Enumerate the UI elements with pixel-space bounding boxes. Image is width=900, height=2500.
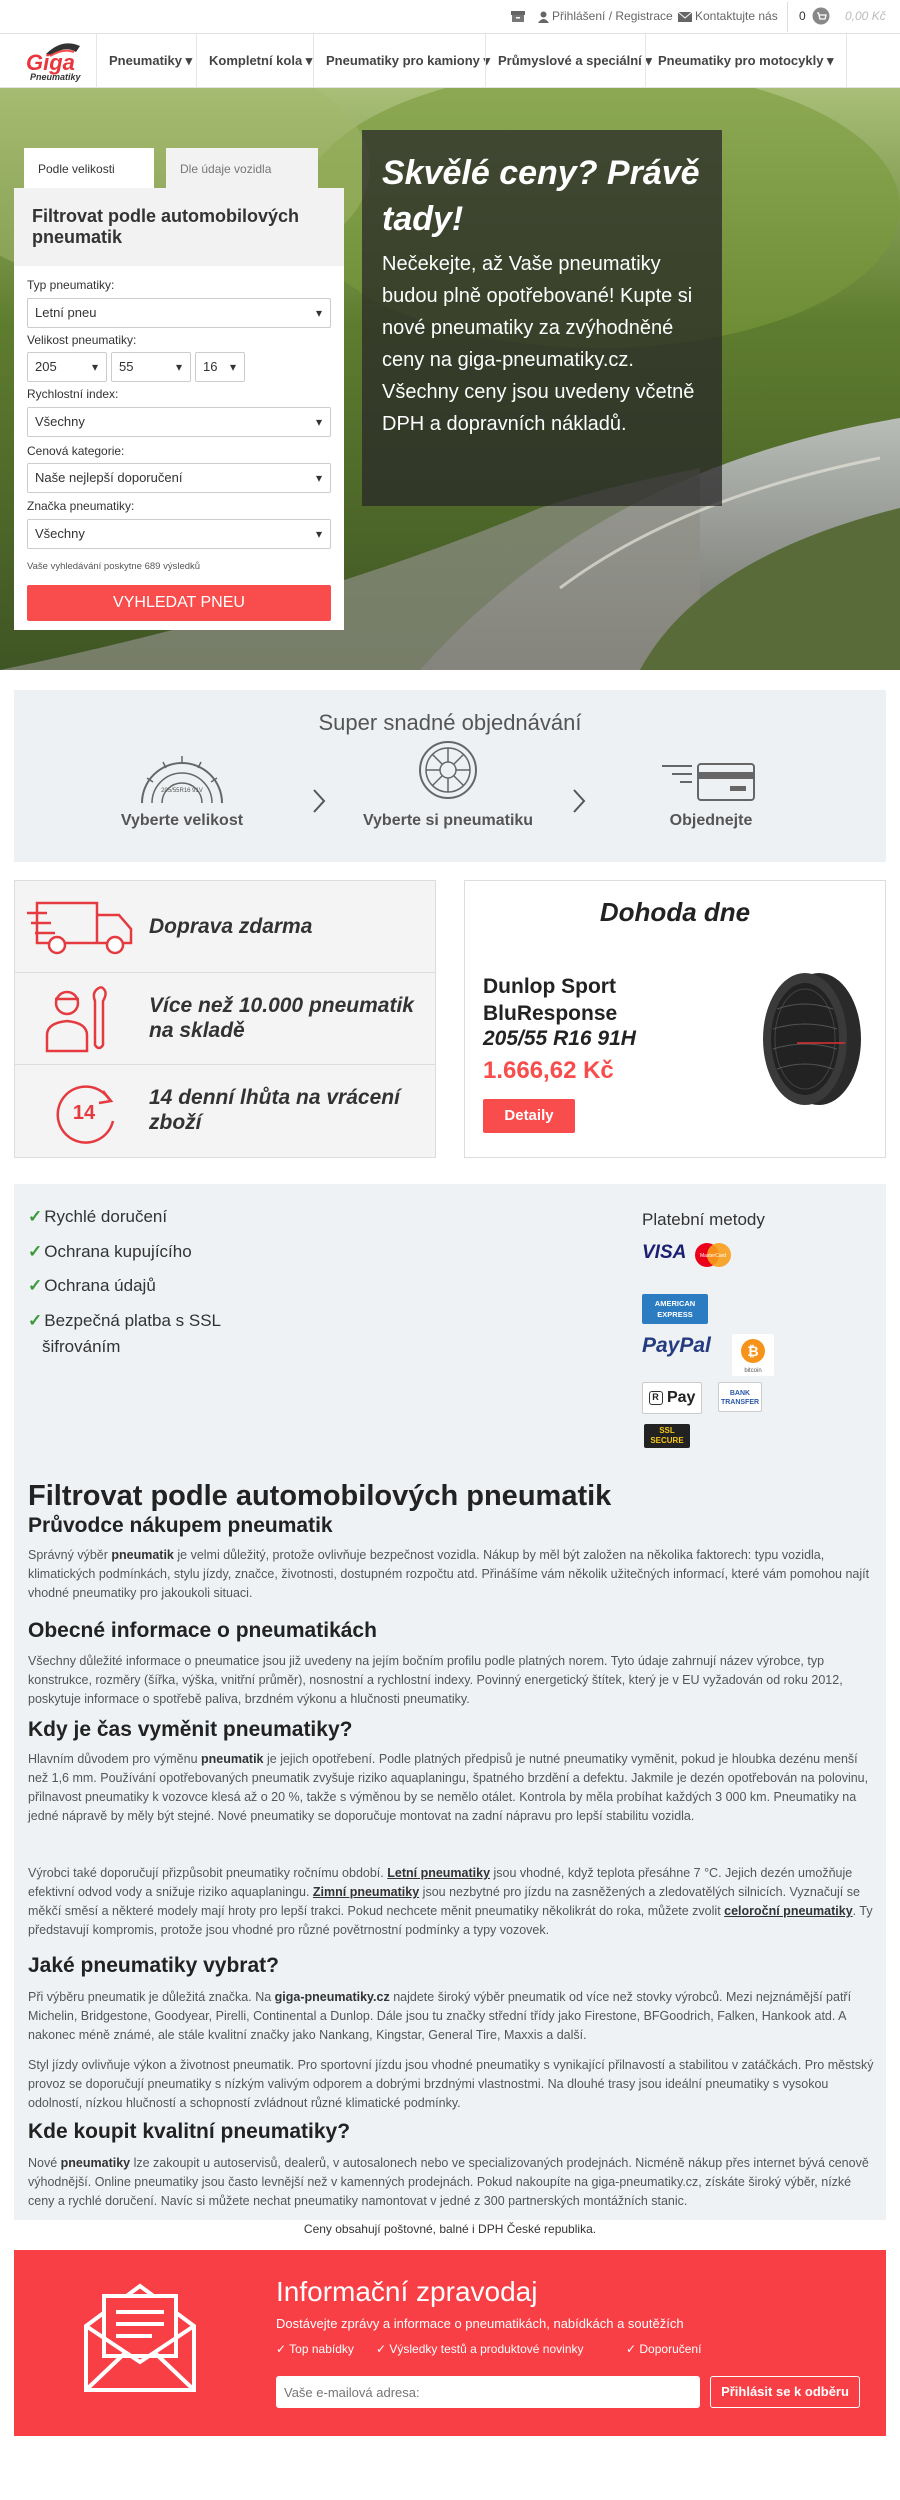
newsletter-envelope-icon [80, 2276, 200, 2396]
paragraph-intro: Správný výběr pneumatik je velmi důležitý, protože ovlivňuje bezpečnost vozidla. Nákup by měl být založen na několika faktorech: typu vozidla, klimatických podmínkách, stylu jízdy, značce, životnosti, dostupném rozpočtu atd. Přinášíme vám několik užitečných informací, které vám pomohou najít vhodné pneumatiky pro jakoukoli situaci. [28, 1548, 870, 1600]
heading-general: Obecné informace o pneumatikách [28, 1619, 377, 1642]
rim-select[interactable]: 16 ▾ [195, 352, 245, 382]
step-choose-tire: Vyberte si pneumatiku [362, 812, 534, 829]
type-label: Typ pneumatiky: [27, 278, 115, 292]
benefits-box [14, 880, 436, 1158]
visa-logo: VISA [642, 1242, 687, 1263]
check-buyer-protection: ✓ Ochrana kupujícího [28, 1242, 192, 1261]
brand-select[interactable]: Všechny ▾ [27, 519, 331, 549]
cart-total: 0,00 Kč [845, 9, 886, 23]
step-order: Objednejte [669, 812, 753, 829]
top-bar [0, 0, 900, 34]
chevron-right-icon [572, 788, 586, 814]
price-note: Ceny obsahují poštovné, balné i DPH České republika. [303, 2222, 597, 2236]
mastercard-logo [692, 1242, 734, 1268]
perk-top-offers: ✓ Top nabídky [276, 2342, 354, 2356]
paragraph-when: Hlavním důvodem pro výměnu pneumatik je jejich opotřebení. Podle platných předpisů je nutné pneumatiky vyměnit, pokud je hloubka dezénu menší než 1,6 mm. Používání opotřebovaných pneumatik zvyšuje riziko aquaplaningu, špatného brzdění a defektu. Jakmile je dezén opotřebován na polovinu, přilnavost pneumatiky k vozovce klesá až o 20 %, takže s výměnou by se nemělo otálet. Kontrola by měla probíhat každých 3 000 km. Pneumatiky na jedné nápravě by měly být stejné. Nové pneumatiky se doporučuje montovat na zadní nápravu pro lepší stabilitu vozidla. [28, 1752, 869, 1823]
step-select-size: Vyberte velikost [120, 812, 244, 829]
promo-title: Skvělé ceny? Právě tady! [382, 154, 700, 238]
paragraph-general: Všechny důležité informace o pneumatice jsou již uvedeny na jejím bočním profilu podle platných norem. Tyto údaje zahrnují název výrobce, typ konstrukce, rozměry (šířka, výška, vnitřní průměr), nosnostní a rychlostní indexy. Povinný energetický štítek, který je v EU vyžadován od roku 2012, poskytuje informace o spotřebě paliva, brzdném výkonu a hlučnosti pneumatiky. [28, 1654, 843, 1706]
svg-text:bitcoin: bitcoin [744, 1368, 762, 1374]
envelope-icon [678, 12, 692, 22]
logo[interactable]: Giga Pneumatiky [24, 36, 86, 86]
results-count: Vaše vyhledávání poskytne 689 výsledků [27, 561, 201, 572]
deal-details-button[interactable]: Detaily [483, 1099, 575, 1133]
tab-by-size[interactable]: Podle velikosti [24, 148, 154, 188]
brand-label: Značka pneumatiky: [27, 499, 135, 513]
promo-text: Nečekejte, až Vaše pneumatiky budou plně opotřebované! Kupte si nové pneumatiky za zvýhodněné ceny na giga-pneumatiky.cz. Všechny ceny jsou uvedeny včetně DPH a dopravních nákladů. [382, 253, 695, 435]
check-fast-delivery: ✓ Rychlé doručení [28, 1207, 168, 1226]
nav-item-complete-wheels[interactable]: Kompletní kola ▾ [196, 34, 312, 88]
perk-recommendations: ✓ Doporučení [626, 2342, 702, 2356]
tire-filter-form [14, 188, 344, 630]
chevron-right-icon [312, 788, 326, 814]
heading-which: Jaké pneumatiky vybrat? [28, 1954, 279, 1977]
newsletter-title: Informační zpravodaj [276, 2276, 538, 2307]
credit-card-icon [660, 760, 760, 804]
tire-code-text: 205/55R16 91V [161, 788, 203, 794]
nav-item-truck-tires[interactable]: Pneumatiky pro kamiony ▾ [313, 34, 490, 88]
cart-count: 0 [799, 9, 806, 23]
benefit-stock: Více než 10.000 pneumatik na skladě [15, 973, 435, 1065]
heading-where: Kde koupit kvalitní pneumatiky? [28, 2120, 351, 2143]
newsletter-subtitle: Dostávejte zprávy a informace o pneumatikách, nabídkách a soutěžích [276, 2316, 684, 2331]
google-pay-logo: R Pay [642, 1382, 702, 1414]
bitcoin-logo [732, 1334, 774, 1376]
login-link[interactable]: Přihlášení / Registrace [538, 9, 673, 23]
amex-logo: AMERICAN EXPRESS [642, 1294, 708, 1324]
tire-product-image[interactable] [757, 969, 865, 1109]
mechanic-icon [45, 983, 117, 1055]
archive-icon[interactable] [510, 9, 529, 23]
main-nav [0, 34, 900, 88]
paragraph-brands: Při výběru pneumatik je důležitá značka. Na giga-pneumatiky.cz najdete široký výběr pneumatik od více než stovky výrobců. Mezi nejznámější patří Michelin, Bridgestone, Goodyear, Pirelli, Continental a Dunlop. Dále jsou tu značky střední třídy jako Firestone, BFGoodrich, Falken, Hankook atd. A nakonec méně známé, ale stále kvalitní značky jako Nankang, Kingstar, General Tire, Maxxis a další. [28, 1990, 852, 2042]
tire-icon [418, 740, 478, 800]
paragraph-where: Nové pneumatiky lze zakoupit u autoservisů, dealerů, v autosalonech nebo ve specializovaných prodejnách. Nicméně nákup přes internet bývá cenově výhodnější. Online pneumatiky jsou často levnější než v kamenných prodejnách. Pokud nakoupíte na giga-pneumatiky.cz, získáte široký výběr, nízké ceny a rychlé doručení. Navíc si můžete nechat pneumatiky namontovat v jedné z 300 partnerských montážních stanic. [28, 2156, 869, 2208]
benefit-return: 14 14 denní lhůta na vrácení zboží [15, 1065, 435, 1157]
deal-product[interactable]: Dunlop Sport BluResponse [483, 975, 618, 1025]
newsletter-section [14, 2250, 886, 2436]
easy-order-section [14, 690, 886, 862]
check-ssl-payment: ✓ Bezpečná platba s SSL šifrováním [28, 1311, 221, 1356]
price-category-select[interactable]: Naše nejlepší doporučení ▾ [27, 463, 331, 493]
nav-item-tires[interactable]: Pneumatiky ▾ [96, 34, 192, 88]
easy-title: Super snadné objednávání [318, 710, 582, 735]
paypal-logo: PayPal [642, 1334, 711, 1357]
tire-size-icon [135, 748, 229, 808]
nav-item-industrial[interactable]: Průmyslové a speciální ▾ [485, 34, 652, 88]
heading-guide: Průvodce nákupem pneumatik [28, 1514, 333, 1537]
speed-label: Rychlostní index: [27, 387, 119, 401]
svg-text:₿: ₿ [747, 1343, 759, 1359]
width-select[interactable]: 205 ▾ [27, 352, 107, 382]
tire-type-select[interactable]: Letní pneu ▾ [27, 298, 331, 328]
size-label: Velikost pneumatiky: [27, 333, 137, 347]
all-season-tires-link[interactable]: celoroční pneumatiky [724, 1904, 853, 1918]
trust-and-article-section [14, 1184, 886, 2220]
bank-transfer-logo: BANK TRANSFER [718, 1382, 762, 1412]
heading-when: Kdy je čas vyměnit pneumatiky? [28, 1718, 353, 1741]
speed-index-select[interactable]: Všechny ▾ [27, 407, 331, 437]
return-days-number: 14 [72, 1102, 96, 1124]
profile-select[interactable]: 55 ▾ [111, 352, 191, 382]
return-14-days-icon [51, 1079, 119, 1145]
newsletter-email-input[interactable] [276, 2376, 700, 2408]
search-button[interactable]: VYHLEDAT PNEU [27, 585, 331, 621]
contact-link[interactable]: Kontaktujte nás [678, 9, 778, 23]
paragraph-driving-style: Styl jízdy ovlivňuje výkon a životnost pneumatik. Pro sportovní jízdu jsou vhodné pneumatiky s vynikající přilnavostí a stabilitou v zatáčkách. Pro městský provoz se doporučují pneumatiky s nízkým valivým odporem a dobrými brzdnými vlastnostmi. Na dlouhé trasy jsou ideální pneumatiky s vysokou odolností, nízkou hlučností a schopností zvládnout různé klimatické podmínky. [28, 2058, 874, 2110]
perk-test-results: ✓ Výsledky testů a produktové novinky [376, 2342, 584, 2356]
nav-item-moto-tires[interactable]: Pneumatiky pro motocykly ▾ [645, 34, 847, 88]
summer-tires-link[interactable]: Letní pneumatiky [387, 1866, 491, 1880]
svg-text:MasterCard: MasterCard [699, 1253, 727, 1259]
deal-size: 205/55 R16 91H [483, 1027, 636, 1050]
article-title: Filtrovat podle automobilových pneumatik [28, 1480, 612, 1512]
deal-price: 1.666,62 Kč [483, 1057, 614, 1084]
benefit-free-shipping: Doprava zdarma [15, 881, 435, 973]
promo-box [362, 130, 722, 506]
deal-of-day [464, 880, 886, 1158]
deal-title: Dohoda dne [599, 897, 751, 927]
user-icon [538, 11, 549, 23]
subscribe-button[interactable]: Přihlásit se k odběru [710, 2376, 860, 2408]
winter-tires-link[interactable]: Zimní pneumatiky [312, 1885, 420, 1899]
payment-methods-title: Platební metody [642, 1210, 765, 1229]
tab-by-vehicle[interactable]: Dle údaje vozidla [166, 148, 318, 188]
cart-icon[interactable] [812, 7, 830, 28]
price-label: Cenová kategorie: [27, 444, 125, 458]
paragraph-seasons: Výrobci také doporučují přizpůsobit pneumatiky ročnímu období. Letní pneumatiky jsou vhodné, když teplota přesáhne 7 °C. Jejich dezén umožňuje efektivní odvod vody a snižuje riziko aquaplaningu. Zimní pneumatiky jsou nezbytné pro jízdu na zasněžených a zledovatělých silnicích. Vyznačují se měkčí směsí a některé modely mají hroty pro lepší trakci. Pokud nechcete měnit pneumatiky několikrát do roka, můžete zvolit celoroční pneumatiky. Ty představují kompromis, protože jsou vhodné pro různé povětrnostní podmínky a typy vozovek. [28, 1866, 873, 1937]
filter-title: Filtrovat podle automobilových pneumatik [14, 188, 344, 266]
check-data-protection: ✓ Ochrana údajů [28, 1276, 156, 1295]
truck-icon [27, 893, 139, 959]
ssl-secure-logo: SSL SECURE [644, 1424, 690, 1448]
